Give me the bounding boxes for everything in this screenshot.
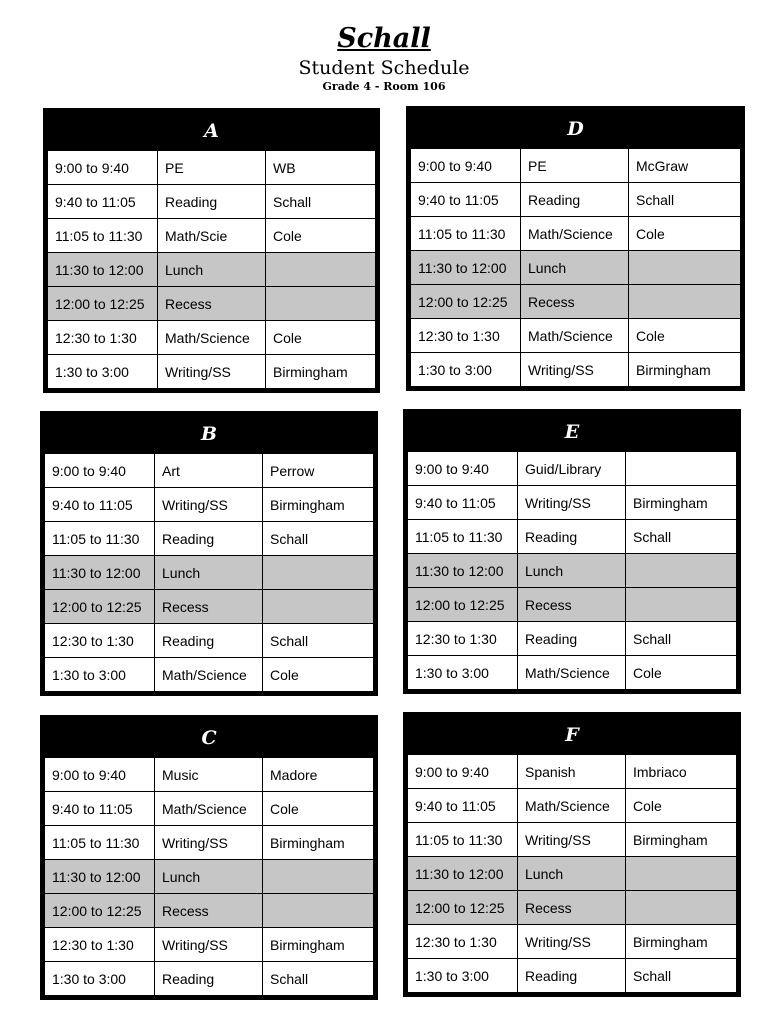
time-cell: 9:40 to 11:05 — [408, 486, 518, 520]
subject-cell: Writing/SS — [155, 826, 263, 860]
subject-cell: Recess — [518, 588, 626, 622]
table-row — [408, 925, 737, 959]
schedule-table — [410, 148, 741, 387]
teacher-cell: Cole — [626, 789, 737, 823]
time-cell: 1:30 to 3:00 — [411, 353, 521, 387]
subject-cell: Lunch — [521, 251, 629, 285]
table-row — [408, 857, 737, 891]
subject-cell: Writing/SS — [518, 925, 626, 959]
subject-cell: Writing/SS — [521, 353, 629, 387]
table-row — [48, 219, 376, 253]
teacher-cell: Schall — [629, 183, 741, 217]
time-cell: 12:30 to 1:30 — [48, 321, 158, 355]
table-row — [411, 217, 741, 251]
document-header — [0, 22, 768, 94]
time-cell: 9:00 to 9:40 — [45, 454, 155, 488]
time-cell: 1:30 to 3:00 — [45, 658, 155, 692]
teacher-cell: Madore — [263, 758, 374, 792]
time-cell: 1:30 to 3:00 — [48, 355, 158, 389]
time-cell: 12:00 to 12:25 — [408, 588, 518, 622]
table-row — [408, 656, 737, 690]
time-cell: 11:30 to 12:00 — [48, 253, 158, 287]
schedule-block-e — [403, 409, 741, 694]
schedule-table — [407, 451, 737, 690]
table-row — [45, 962, 374, 996]
teacher-cell: Birmingham — [629, 353, 741, 387]
table-row — [48, 287, 376, 321]
table-row — [411, 183, 741, 217]
teacher-cell: Perrow — [263, 454, 374, 488]
teacher-cell — [626, 588, 737, 622]
time-cell: 11:05 to 11:30 — [408, 520, 518, 554]
teacher-cell: Cole — [629, 319, 741, 353]
teacher-cell: Schall — [626, 520, 737, 554]
subject-cell: Math/Science — [518, 656, 626, 690]
teacher-cell — [263, 590, 374, 624]
subject-cell: Lunch — [518, 857, 626, 891]
subject-cell: Math/Science — [521, 217, 629, 251]
subject-cell: Reading — [518, 959, 626, 993]
subject-cell: Writing/SS — [155, 488, 263, 522]
subject-cell: Recess — [155, 894, 263, 928]
table-row — [411, 285, 741, 319]
subject-cell: Math/Science — [155, 792, 263, 826]
time-cell: 9:40 to 11:05 — [45, 792, 155, 826]
time-cell: 11:05 to 11:30 — [411, 217, 521, 251]
teacher-cell: Schall — [263, 624, 374, 658]
teacher-cell — [626, 452, 737, 486]
subject-cell: Art — [155, 454, 263, 488]
table-row — [408, 622, 737, 656]
table-row — [408, 959, 737, 993]
teacher-cell: Birmingham — [263, 928, 374, 962]
time-cell: 12:30 to 1:30 — [45, 624, 155, 658]
teacher-cell — [626, 857, 737, 891]
time-cell: 9:40 to 11:05 — [408, 789, 518, 823]
teacher-cell: Cole — [626, 656, 737, 690]
table-row — [45, 894, 374, 928]
subject-cell: Reading — [521, 183, 629, 217]
time-cell: 9:00 to 9:40 — [45, 758, 155, 792]
block-label: E — [564, 421, 580, 443]
table-row — [48, 321, 376, 355]
subject-cell: Writing/SS — [518, 823, 626, 857]
subject-cell: Writing/SS — [155, 928, 263, 962]
schedule-table — [407, 754, 737, 993]
table-row — [45, 522, 374, 556]
teacher-cell: Birmingham — [626, 925, 737, 959]
teacher-cell — [263, 556, 374, 590]
page-subtitle: Student Schedule — [298, 57, 470, 79]
table-row — [45, 454, 374, 488]
page-title: Schall — [337, 23, 431, 54]
teacher-cell: WB — [266, 151, 376, 185]
time-cell: 1:30 to 3:00 — [408, 959, 518, 993]
table-row — [45, 556, 374, 590]
teacher-cell: Cole — [266, 321, 376, 355]
table-row — [411, 353, 741, 387]
teacher-cell — [263, 860, 374, 894]
schedule-block-a — [43, 108, 380, 393]
table-row — [48, 253, 376, 287]
teacher-cell: Birmingham — [626, 823, 737, 857]
teacher-cell: Schall — [266, 185, 376, 219]
table-row — [45, 624, 374, 658]
subject-cell: Music — [155, 758, 263, 792]
subject-cell: Lunch — [155, 556, 263, 590]
teacher-cell: McGraw — [629, 149, 741, 183]
table-row — [408, 755, 737, 789]
teacher-cell: Cole — [263, 792, 374, 826]
block-label: F — [565, 724, 579, 746]
subject-cell: Reading — [158, 185, 266, 219]
grade-room-label: Grade 4 - Room 106 — [322, 80, 446, 93]
table-row — [48, 355, 376, 389]
time-cell: 11:05 to 11:30 — [48, 219, 158, 253]
time-cell: 12:30 to 1:30 — [408, 622, 518, 656]
subject-cell: Lunch — [518, 554, 626, 588]
table-row — [45, 792, 374, 826]
teacher-cell: Schall — [626, 959, 737, 993]
time-cell: 1:30 to 3:00 — [408, 656, 518, 690]
time-cell: 9:40 to 11:05 — [48, 185, 158, 219]
time-cell: 9:00 to 9:40 — [408, 452, 518, 486]
teacher-cell: Cole — [263, 658, 374, 692]
table-row — [408, 891, 737, 925]
subject-cell: Reading — [155, 962, 263, 996]
subject-cell: Lunch — [155, 860, 263, 894]
teacher-cell — [626, 554, 737, 588]
subject-cell: Guid/Library — [518, 452, 626, 486]
subject-cell: Recess — [518, 891, 626, 925]
table-row — [408, 588, 737, 622]
time-cell: 9:00 to 9:40 — [411, 149, 521, 183]
teacher-cell: Birmingham — [263, 488, 374, 522]
table-row — [408, 486, 737, 520]
table-row — [411, 149, 741, 183]
subject-cell: Reading — [155, 522, 263, 556]
teacher-cell — [629, 251, 741, 285]
teacher-cell: Schall — [263, 522, 374, 556]
subject-cell: Writing/SS — [518, 486, 626, 520]
time-cell: 11:05 to 11:30 — [45, 826, 155, 860]
schedule-table — [44, 757, 374, 996]
time-cell: 1:30 to 3:00 — [45, 962, 155, 996]
subject-cell: Spanish — [518, 755, 626, 789]
teacher-cell — [266, 287, 376, 321]
schedule-block-b — [40, 411, 378, 696]
schedule-block-c — [40, 715, 378, 1000]
block-label: D — [567, 118, 584, 140]
subject-cell: Recess — [155, 590, 263, 624]
time-cell: 12:00 to 12:25 — [48, 287, 158, 321]
subject-cell: PE — [521, 149, 629, 183]
table-row — [408, 452, 737, 486]
time-cell: 12:30 to 1:30 — [411, 319, 521, 353]
schedule-block-f — [403, 712, 741, 997]
table-row — [411, 251, 741, 285]
time-cell: 9:40 to 11:05 — [411, 183, 521, 217]
teacher-cell: Birmingham — [263, 826, 374, 860]
teacher-cell — [266, 253, 376, 287]
teacher-cell — [626, 891, 737, 925]
teacher-cell: Imbriaco — [626, 755, 737, 789]
time-cell: 9:00 to 9:40 — [48, 151, 158, 185]
teacher-cell: Birmingham — [626, 486, 737, 520]
table-row — [45, 590, 374, 624]
table-row — [408, 554, 737, 588]
table-row — [48, 151, 376, 185]
time-cell: 12:00 to 12:25 — [408, 891, 518, 925]
time-cell: 9:00 to 9:40 — [408, 755, 518, 789]
subject-cell: Recess — [521, 285, 629, 319]
table-row — [45, 928, 374, 962]
time-cell: 11:30 to 12:00 — [408, 554, 518, 588]
schedule-block-d — [406, 106, 745, 391]
time-cell: 11:30 to 12:00 — [411, 251, 521, 285]
time-cell: 12:30 to 1:30 — [408, 925, 518, 959]
subject-cell: Reading — [518, 622, 626, 656]
table-row — [45, 860, 374, 894]
teacher-cell — [263, 894, 374, 928]
teacher-cell: Schall — [626, 622, 737, 656]
time-cell: 12:00 to 12:25 — [45, 590, 155, 624]
table-row — [48, 185, 376, 219]
schedule-table — [47, 150, 376, 389]
table-row — [408, 789, 737, 823]
teacher-cell: Cole — [266, 219, 376, 253]
table-row — [45, 658, 374, 692]
block-label: B — [200, 423, 218, 445]
subject-cell: PE — [158, 151, 266, 185]
subject-cell: Reading — [155, 624, 263, 658]
table-row — [45, 488, 374, 522]
table-row — [408, 823, 737, 857]
subject-cell: Math/Science — [518, 789, 626, 823]
time-cell: 11:05 to 11:30 — [408, 823, 518, 857]
subject-cell: Reading — [518, 520, 626, 554]
subject-cell: Writing/SS — [158, 355, 266, 389]
teacher-cell: Schall — [263, 962, 374, 996]
time-cell: 11:30 to 12:00 — [408, 857, 518, 891]
table-row — [408, 520, 737, 554]
subject-cell: Math/Science — [155, 658, 263, 692]
teacher-cell: Cole — [629, 217, 741, 251]
time-cell: 12:00 to 12:25 — [411, 285, 521, 319]
schedule-table — [44, 453, 374, 692]
block-label: A — [204, 120, 219, 142]
time-cell: 11:30 to 12:00 — [45, 860, 155, 894]
table-row — [45, 826, 374, 860]
table-row — [411, 319, 741, 353]
table-row — [45, 758, 374, 792]
teacher-cell — [629, 285, 741, 319]
time-cell: 11:05 to 11:30 — [45, 522, 155, 556]
teacher-cell: Birmingham — [266, 355, 376, 389]
time-cell: 12:30 to 1:30 — [45, 928, 155, 962]
block-label: C — [201, 727, 217, 749]
time-cell: 12:00 to 12:25 — [45, 894, 155, 928]
time-cell: 9:40 to 11:05 — [45, 488, 155, 522]
subject-cell: Math/Science — [521, 319, 629, 353]
subject-cell: Math/Scie — [158, 219, 266, 253]
subject-cell: Math/Science — [158, 321, 266, 355]
subject-cell: Recess — [158, 287, 266, 321]
subject-cell: Lunch — [158, 253, 266, 287]
time-cell: 11:30 to 12:00 — [45, 556, 155, 590]
